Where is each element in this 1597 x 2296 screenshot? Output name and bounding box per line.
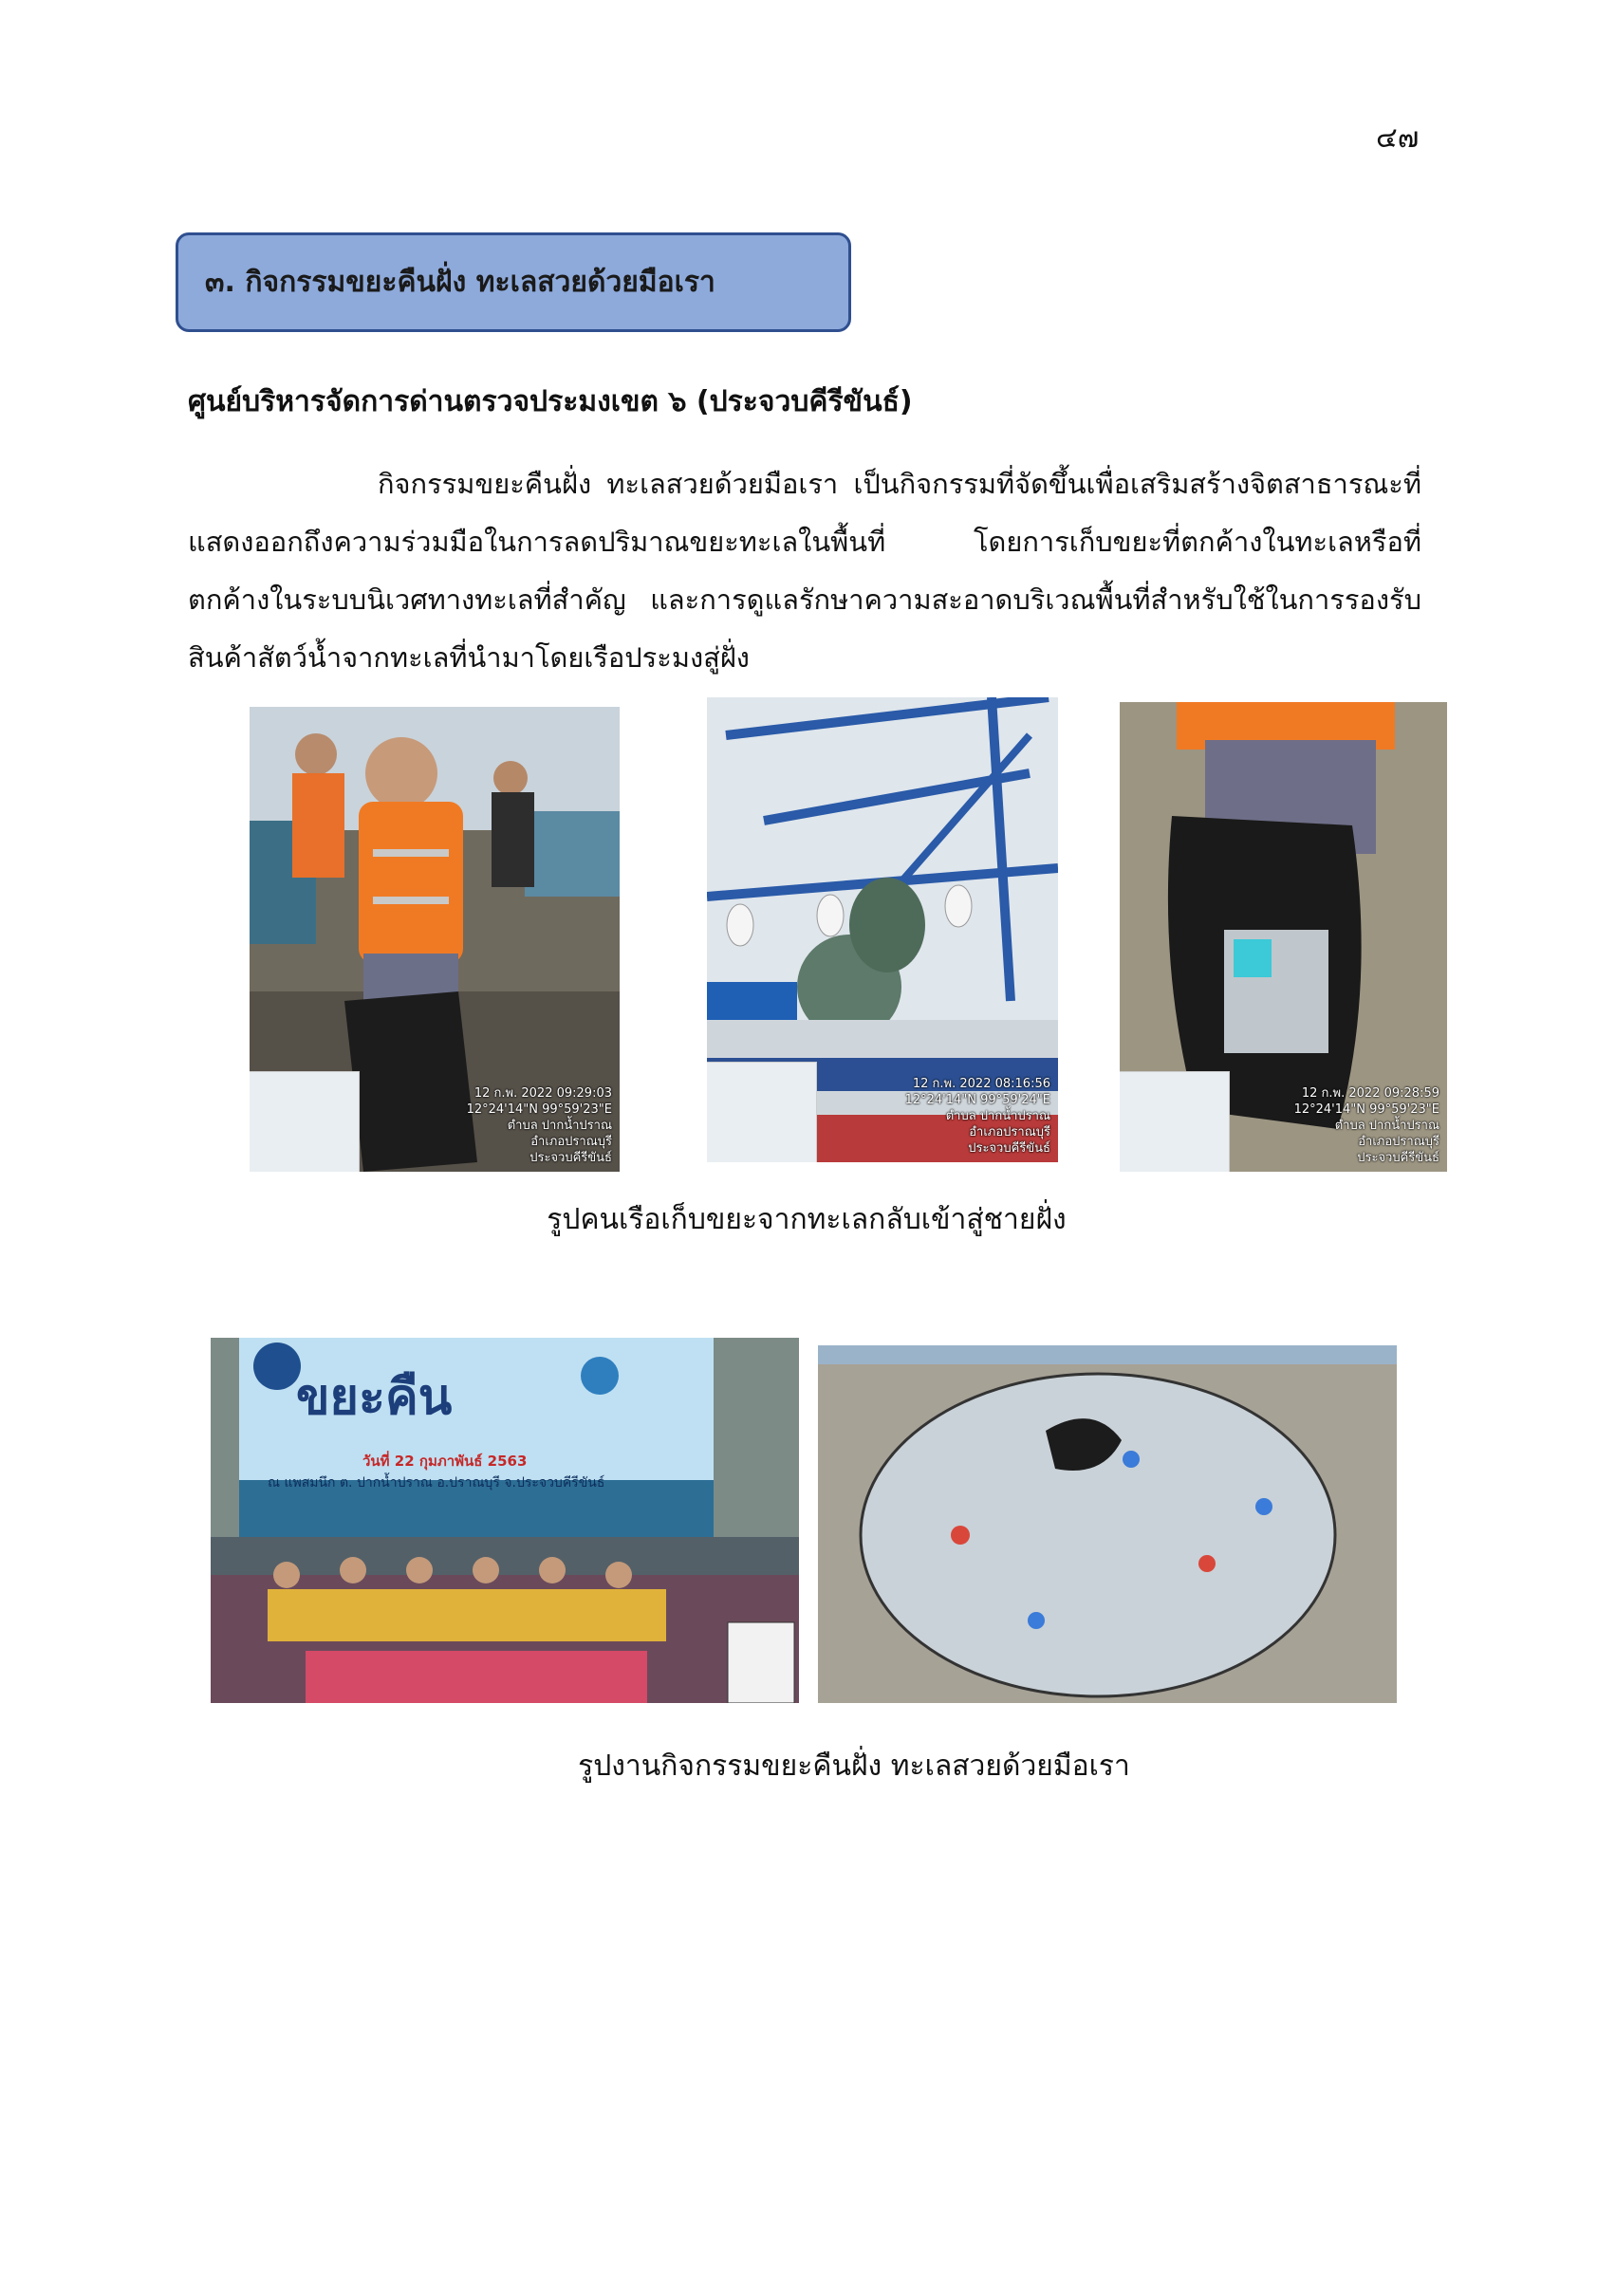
page-number: ๔๗ [1376,121,1420,155]
caption-row2: รูปงานกิจกรรมขยะคืนฝั่ง ทะเลสวยด้วยมือเรา [578,1750,1130,1783]
svg-text:ขยะคืน: ขยะคืน [296,1369,453,1426]
map-inset [250,1071,360,1172]
banner-place: ณ แพสมนึก ต. ปากน้ำปราณ อ.ปราณบุรี จ.ประจวบคีรีขันธ์ [268,1475,605,1491]
section-title: ๓. กิจกรรมขยะคืนฝั่ง ทะเลสวยด้วยมือเรา [205,266,715,299]
map-inset [1120,1071,1230,1172]
photo-trash-bag [1120,702,1447,1172]
section-title-box [176,232,851,332]
photo-timestamp: 12 ก.พ. 2022 09:28:59 12°24'14"N 99°59'23"E ตำบล ปากน้ำปราณ อำเภอปราณบุรี ประจวบคีรีขันธ์ [1293,1086,1439,1165]
body-paragraph: กิจกรรมขยะคืนฝั่ง ทะเลสวยด้วยมือเรา เป็นกิจกรรมที่จัดขึ้นเพื่อเสริมสร้างจิตสาธารณะที่แสดงออกถึงความร่วมมือในการลดปริมาณขยะทะเลในพื้นที่ โดยการเก็บขยะที่ตกค้างในทะเลหรือที่ตกค้างในระบบนิเวศทางทะเลที่สำคัญ และการดูแลรักษาความสะอาดบริเวณพื้นที่สำหรับใช้ในการรองรับสินค้าสัตว์น้ำจากทะเลที่นำมาโดยเรือประมงสู่ฝั่ง [188,468,1421,674]
photo-timestamp: 12 ก.พ. 2022 09:29:03 12°24'14"N 99°59'23"E ตำบล ปากน้ำปราณ อำเภอปราณบุรี ประจวบคีรีขันธ์ [466,1086,612,1165]
photo-fisherman-bag [250,707,620,1172]
map-inset [707,1062,817,1162]
photo-boat-net [707,697,1058,1162]
photo-group-banner [211,1338,799,1703]
banner-date: วันที่ 22 กุมภาพันธ์ 2563 [362,1453,528,1470]
org-heading: ศูนย์บริหารจัดการด่านตรวจประมงเขต ๖ (ประจวบคีรีขันธ์) [188,385,913,418]
photo-timestamp: 12 ก.พ. 2022 08:16:56 12°24'14"N 99°59'24"E ตำบล ปากน้ำปราณ อำเภอปราณบุรี ประจวบคีรีขันธ์ [904,1077,1050,1156]
caption-row1: รูปคนเรือเก็บขยะจากทะเลกลับเข้าสู่ชายฝั่ง [547,1203,1067,1236]
photo-bottle-net [818,1345,1397,1703]
